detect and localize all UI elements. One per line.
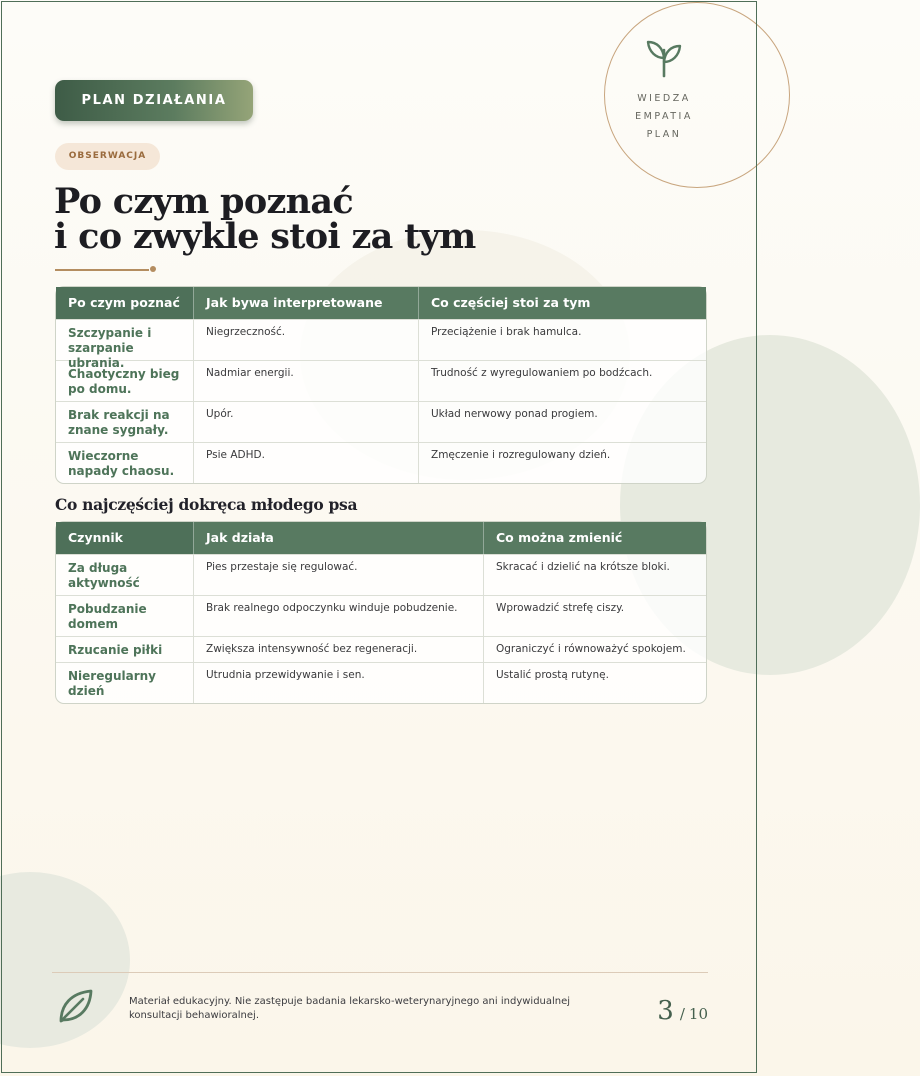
section-heading: Co najczęściej dokręca młodego psa: [55, 495, 358, 514]
table-cell: Szczypanie i szarpanie ubrania.: [68, 326, 152, 370]
signs-table: [55, 286, 707, 484]
page-current: 3: [657, 996, 674, 1026]
page-separator: /: [679, 1005, 685, 1023]
footer-divider: [52, 972, 708, 973]
table-cell: Pies przestaje się regulować.: [193, 555, 483, 595]
title-line: Po czym poznać: [54, 181, 353, 222]
column-header: Czynnik: [56, 522, 193, 554]
page-title: [54, 181, 476, 257]
table-cell: Wprowadzić strefę ciszy.: [483, 596, 706, 636]
column-header: Co można zmienić: [483, 522, 706, 554]
motto-line: WIEDZA: [637, 93, 691, 104]
table-cell: Ustalić prostą rutynę.: [483, 663, 706, 703]
table-cell: Rzucanie piłki: [68, 643, 163, 657]
motto-line: PLAN: [646, 129, 682, 140]
table-cell: Niegrzeczność.: [193, 320, 418, 360]
page-number: [657, 996, 708, 1026]
table-cell: Trudność z wyregulowaniem po bodźcach.: [418, 361, 706, 401]
title-divider: [55, 269, 149, 271]
table-row: [56, 319, 706, 370]
sprout-icon: [644, 36, 684, 78]
column-header: Co częściej stoi za tym: [418, 287, 706, 319]
table-cell: Nieregularny dzień: [68, 669, 156, 698]
page-total: 10: [688, 1005, 708, 1023]
table-row: [56, 595, 706, 636]
table-cell: Układ nerwowy ponad progiem.: [418, 402, 706, 442]
table-cell: Brak reakcji na znane sygnały.: [68, 408, 170, 437]
table-cell: Psie ADHD.: [193, 443, 418, 483]
table-cell: Zmęczenie i rozregulowany dzień.: [418, 443, 706, 483]
table-cell: Skracać i dzielić na krótsze bloki.: [483, 555, 706, 595]
table-row: [56, 442, 706, 483]
table-cell: Ograniczyć i równoważyć spokojem.: [483, 637, 706, 662]
table-cell: Za długa aktywność: [68, 561, 140, 590]
section-pill: PLAN DZIAŁANIA: [55, 80, 253, 121]
table-cell: Pobudzanie domem: [68, 602, 147, 631]
motto-line: EMPATIA: [635, 111, 693, 122]
table-cell: Upór.: [193, 402, 418, 442]
category-tag: OBSERWACJA: [55, 143, 160, 170]
table-cell: Brak realnego odpoczynku winduje pobudzenie.: [193, 596, 483, 636]
table-cell: Wieczorne napady chaosu.: [68, 449, 175, 478]
table-header: [56, 287, 706, 319]
title-line: i co zwykle stoi za tym: [54, 216, 476, 257]
table-row: [56, 360, 706, 401]
column-header: Jak bywa interpretowane: [193, 287, 418, 319]
table-row: [56, 636, 706, 662]
table-row: [56, 662, 706, 703]
table-cell: Zwiększa intensywność bez regeneracji.: [193, 637, 483, 662]
column-header: Po czym poznać: [56, 287, 193, 319]
leaf-icon: [57, 987, 95, 1025]
table-row: [56, 401, 706, 442]
table-cell: Nadmiar energii.: [193, 361, 418, 401]
table-header: [56, 522, 706, 554]
factors-table: [55, 521, 707, 704]
table-row: [56, 554, 706, 595]
table-cell: Przeciążenie i brak hamulca.: [418, 320, 706, 360]
footer-disclaimer: Materiał edukacyjny. Nie zastępuje badania lekarsko-weterynaryjnego ani indywidualnej konsultacji behawioralnej.: [129, 996, 571, 1021]
table-cell: Chaotyczny bieg po domu.: [68, 367, 180, 396]
title-divider-dot: [150, 266, 156, 272]
table-cell: Utrudnia przewidywanie i sen.: [193, 663, 483, 703]
column-header: Jak działa: [193, 522, 483, 554]
